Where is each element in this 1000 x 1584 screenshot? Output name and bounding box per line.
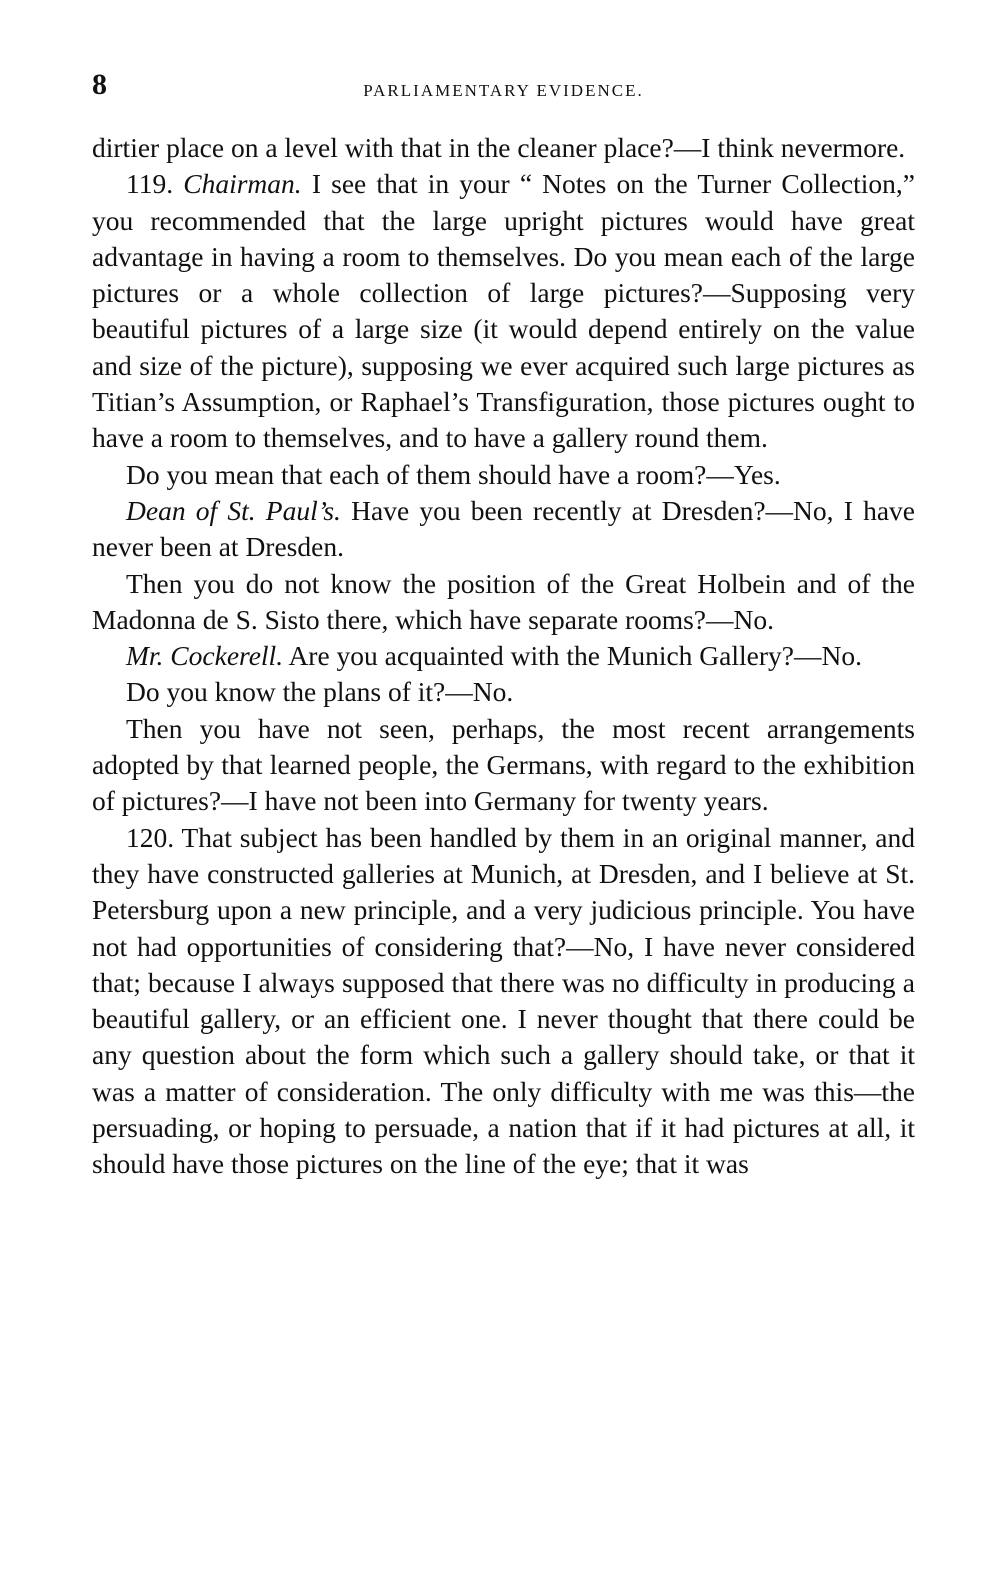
question-number: 119. — [126, 168, 174, 200]
paragraph-text: Then you have not seen, perhaps, the most recent arrangements adopted by that learned people, the Germans, with regard to the exhibition of pictures?—I have not been into Germany for twenty years. — [92, 712, 915, 817]
paragraph-text: Then you do not know the position of the Great Holbein and of the Madonna de S. Sisto there, which have separate rooms?—No. — [92, 567, 915, 635]
paragraph — [92, 638, 915, 674]
paragraph — [92, 166, 915, 456]
paragraph-text: That subject has been handled by them in an original manner, and they have constructed galleries at Munich, at Dresden, and I believe at St. Petersburg upon a new principle, and a very judicious principle. You have not had opportunities of considering that?—No, I have never considered that; because I always supposed that there was no difficulty in producing a beautiful gallery, or an efficient one. I never thought that there could be any question about the form which such a gallery should take, or that it was a matter of consideration. The only difficulty with me was this—the persuading, or hoping to persuade, a nation that if it had pictures at all, it should have those pictures on the line of the eye; that it was — [92, 821, 915, 1180]
speaker-name: Mr. Cockerell. — [126, 640, 284, 672]
paragraph-text: dirtier place on a level with that in the cleaner place?—I think nevermore. — [92, 132, 906, 163]
speaker-name: Dean of St. Paul’s. — [126, 494, 341, 526]
paragraph — [92, 820, 915, 1183]
paragraph — [92, 674, 915, 710]
running-title: PARLIAMENTARY EVIDENCE. — [363, 81, 644, 100]
paragraph — [92, 711, 915, 820]
body-text — [92, 130, 915, 1183]
question-number: 120. — [126, 821, 175, 853]
paragraph-text: Are you acquainted with the Munich Gallery?—No. — [288, 640, 862, 672]
paragraph — [92, 493, 915, 566]
paragraph-text: Have you been recently at Dresden?—No, I have never been at Dresden. — [92, 494, 915, 563]
paragraph-text: Do you know the plans of it?—No. — [126, 676, 514, 708]
book-page — [92, 68, 915, 1183]
paragraph — [92, 566, 915, 639]
speaker-name: Chairman. — [183, 168, 302, 200]
page-number: 8 — [92, 68, 107, 101]
paragraph-text: Do you mean that each of them should have a room?—Yes. — [126, 458, 781, 490]
paragraph — [92, 457, 915, 493]
paragraph-text: I see that in your “ Notes on the Turner Collection,” you recommended that the large upright pictures would have great advantage in having a room to themselves. Do you mean each of the large pictures or a whole collection of large pictures?—Supposing very beautiful pictures of a large size (it would depend entirely on the value and size of the picture), supposing we ever acquired such large pictures as Titian’s Assumption, or Raphael’s Transfiguration, those pictures ought to have a room to themselves, and to have a gallery round them. — [92, 168, 915, 454]
running-head — [92, 68, 915, 108]
paragraph — [92, 130, 915, 166]
